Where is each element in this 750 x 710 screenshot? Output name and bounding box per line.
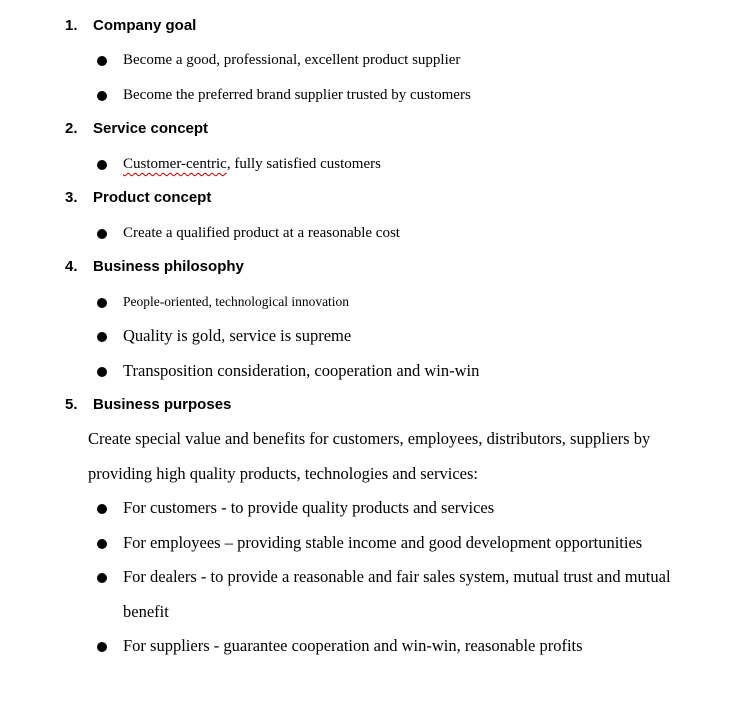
- bullet-text-rest: , fully satisfied customers: [226, 155, 381, 172]
- section-title: Business purposes: [93, 395, 232, 413]
- paragraph-line: [0, 457, 750, 491]
- bullet-icon: [97, 642, 107, 652]
- misspelled-word: Customer-centric: [123, 155, 227, 172]
- section-heading-business-philosophy: [0, 250, 750, 284]
- bullet-item: [0, 216, 750, 250]
- bullet-text: Become the preferred brand supplier trusted by customers: [123, 86, 471, 103]
- bullet-icon: [97, 229, 107, 239]
- bullet-item: [0, 78, 750, 112]
- paragraph-line: [0, 422, 750, 456]
- section-title: Service concept: [93, 120, 209, 138]
- bullet-text: For employees – providing stable income and good development opportunities: [123, 532, 643, 552]
- bullet-icon: [97, 298, 107, 308]
- bullet-icon: [97, 332, 107, 342]
- bullet-text: For customers - to provide quality products and services: [123, 498, 495, 518]
- section-heading-service-concept: [0, 112, 750, 146]
- bullet-item: [0, 43, 750, 77]
- bullet-item: [0, 147, 750, 181]
- bullet-item: [0, 319, 750, 353]
- bullet-item: [0, 285, 750, 319]
- section-heading-product-concept: [0, 181, 750, 215]
- bullet-text: People-oriented, technological innovation: [123, 293, 350, 309]
- bullet-item: [0, 491, 750, 525]
- bullet-icon: [97, 56, 107, 66]
- bullet-item: [0, 560, 750, 629]
- bullet-icon: [97, 160, 107, 170]
- bullet-text: Become a good, professional, excellent product supplier: [123, 52, 461, 69]
- bullet-text: [123, 560, 671, 629]
- section-title: Business philosophy: [93, 258, 244, 276]
- section-number: 3.: [65, 189, 78, 207]
- section-number: 2.: [65, 120, 78, 138]
- bullet-icon: [97, 539, 107, 549]
- section-number: 1.: [65, 17, 78, 34]
- bullet-text: Transposition consideration, cooperation and win-win: [123, 360, 480, 380]
- bullet-icon: [97, 367, 107, 377]
- section-number: 4.: [65, 258, 78, 276]
- section-heading-business-purposes: [0, 388, 750, 422]
- bullet-text: [123, 147, 381, 181]
- bullet-text: Quality is gold, service is supreme: [123, 326, 352, 346]
- bullet-icon: [97, 573, 107, 583]
- section-title: Company goal: [93, 17, 197, 34]
- bullet-text: Create a qualified product at a reasonable cost: [123, 224, 400, 241]
- bullet-item: [0, 526, 750, 560]
- paragraph-text: Create special value and benefits for customers, employees, distributors, suppliers by: [88, 429, 651, 449]
- section-number: 5.: [65, 395, 78, 413]
- bullet-icon: [97, 91, 107, 101]
- bullet-text-line1: For dealers - to provide a reasonable and fair sales system, mutual trust and mutual: [123, 567, 671, 587]
- bullet-item: [0, 354, 750, 388]
- bullet-text: For suppliers - guarantee cooperation and win-win, reasonable profits: [123, 636, 583, 656]
- bullet-item: [0, 629, 750, 663]
- paragraph-text: providing high quality products, technologies and services:: [88, 463, 478, 483]
- bullet-icon: [97, 504, 107, 514]
- section-title: Product concept: [93, 189, 212, 207]
- bullet-text-line2: benefit: [123, 601, 169, 621]
- section-heading-company-goal: [0, 9, 750, 43]
